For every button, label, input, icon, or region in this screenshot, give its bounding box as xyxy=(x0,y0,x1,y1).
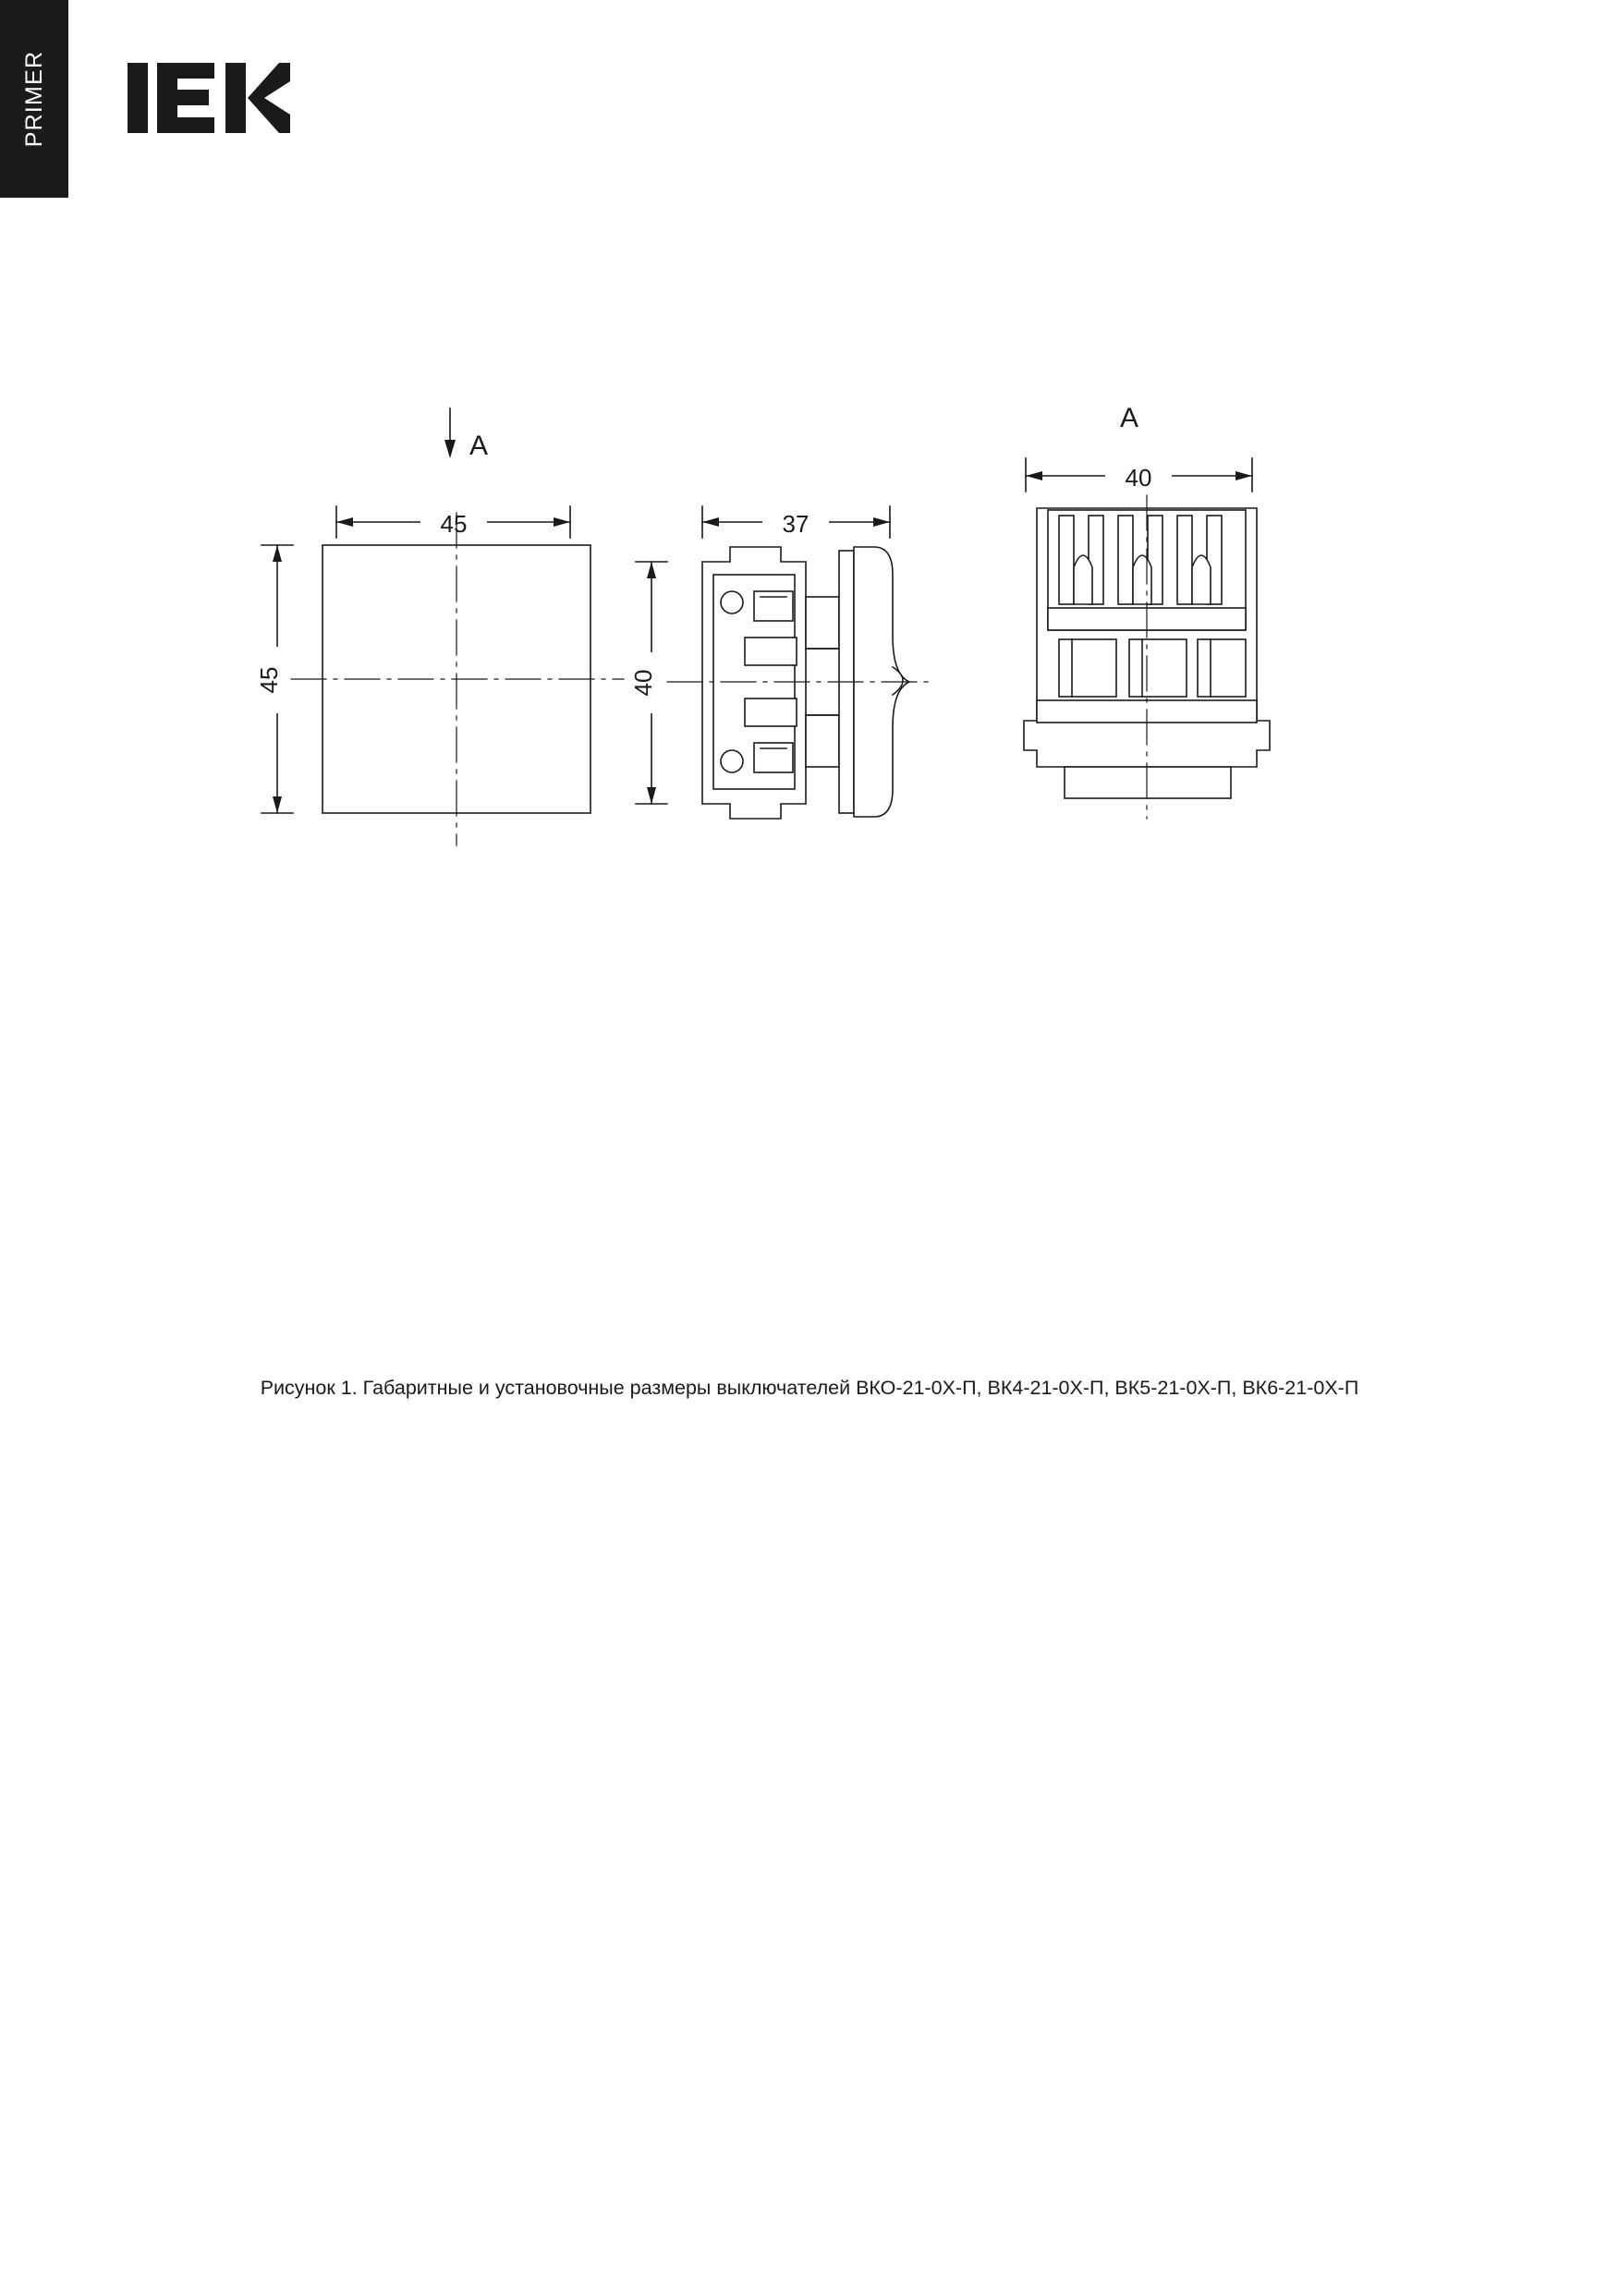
section-a-label: A xyxy=(1119,403,1139,433)
front-view-dim-top: 45 xyxy=(440,510,468,538)
technical-drawing xyxy=(0,370,1619,942)
front-view-dim-left: 45 xyxy=(255,666,283,694)
section-a-view xyxy=(1024,403,1270,819)
brand-sidebar-block xyxy=(0,0,68,198)
brand-side-label: PRIMER xyxy=(20,50,47,148)
page-header xyxy=(0,0,1619,198)
figure-caption: Рисунок 1. Габаритные и установочные размеры выключателей ВКО-21-0Х-П, ВК4-21-0Х-П, ВК5-21-0Х-П, ВК6-21-0Х-П xyxy=(260,1377,1359,1399)
side-view xyxy=(629,506,933,819)
front-view xyxy=(255,408,624,845)
iek-logo-icon xyxy=(126,54,292,142)
side-view-dim-top: 37 xyxy=(782,510,810,538)
section-a-dim-top: 40 xyxy=(1125,464,1152,492)
front-view-section-marker: A xyxy=(469,431,489,461)
side-view-dim-left: 40 xyxy=(629,669,657,697)
